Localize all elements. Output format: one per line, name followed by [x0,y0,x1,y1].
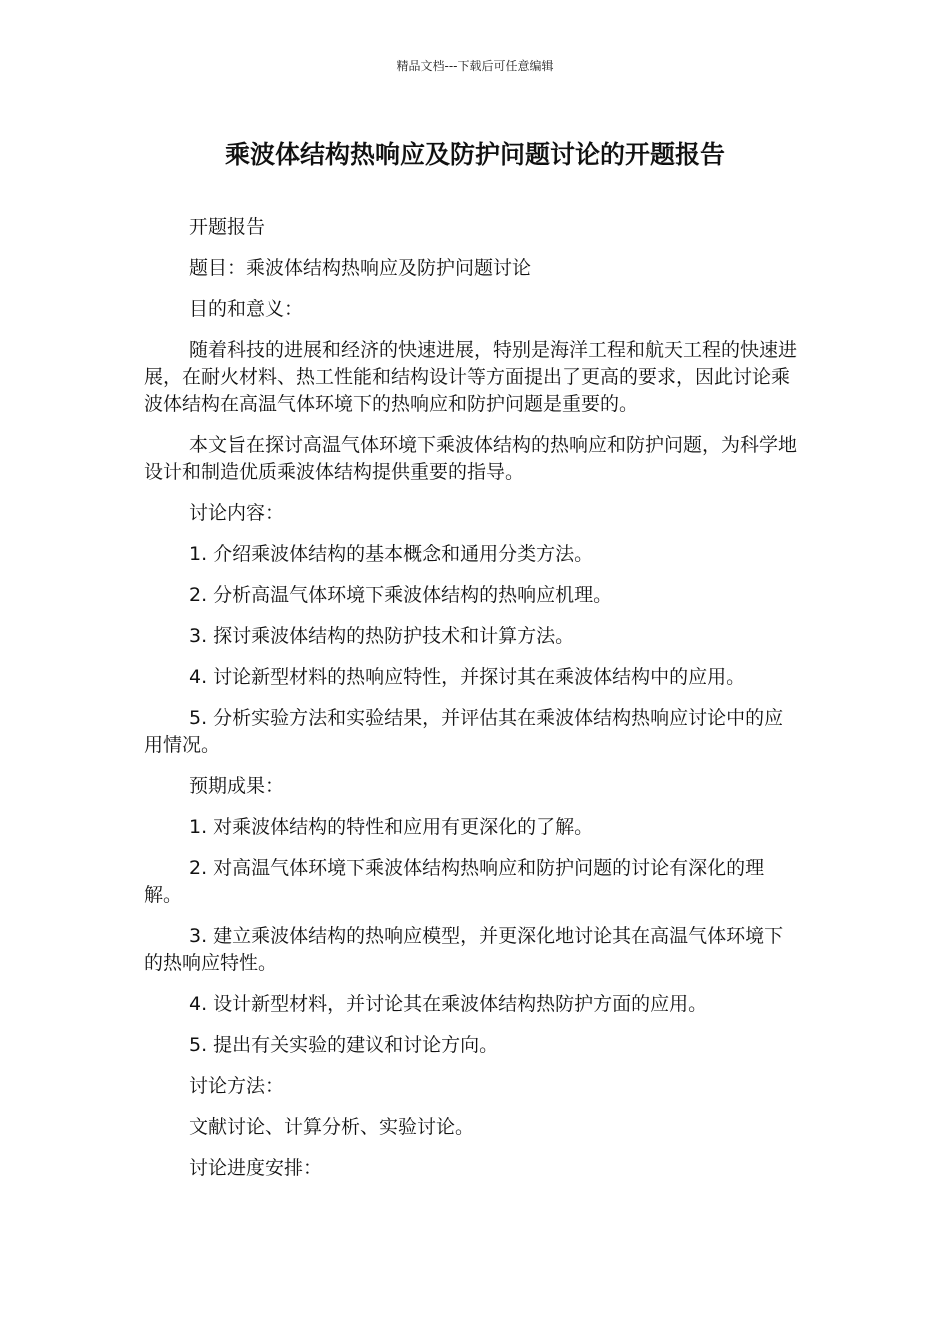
paragraph-outcome-item-1: 1. 对乘波体结构的特性和应用有更深化的了解。 [189,816,594,838]
paragraph-outcome-heading: 预期成果： [189,775,285,797]
paragraph-content-item-2: 2. 分析高温气体环境下乘波体结构的热响应机理。 [189,584,613,606]
paragraph-content-item-4: 4. 讨论新型材料的热响应特性，并探讨其在乘波体结构中的应用。 [189,666,746,688]
header-note: 精品文档---下载后可任意编辑 [396,59,554,73]
paragraph-content-item-5: 5. 分析实验方法和实验结果，并评估其在乘波体结构热响应讨论中的应用情况。 [144,707,784,756]
paragraph-schedule-heading: 讨论进度安排： [189,1157,323,1179]
document-body [144,214,798,1196]
paragraph-outcome-item-4: 4. 设计新型材料，并讨论其在乘波体结构热防护方面的应用。 [189,993,708,1015]
paragraph-purpose-2: 本文旨在探讨高温气体环境下乘波体结构的热响应和防护问题，为科学地设计和制造优质乘波体结构提供重要的指导。 [144,434,798,483]
paragraph-report-label: 开题报告 [189,216,266,238]
paragraph-method-text: 文献讨论、计算分析、实验讨论。 [189,1116,475,1138]
paragraph-content-heading: 讨论内容： [189,502,285,524]
paragraph-content-item-3: 3. 探讨乘波体结构的热防护技术和计算方法。 [189,625,575,647]
paragraph-purpose-1: 随着科技的进展和经济的快速进展，特别是海洋工程和航天工程的快速进展，在耐火材料、热工性能和结构设计等方面提出了更高的要求，因此讨论乘波体结构在高温气体环境下的热响应和防护问题是重要的。 [144,339,798,415]
paragraph-topic: 题目：乘波体结构热响应及防护问题讨论 [189,257,532,279]
paragraph-outcome-item-2: 2. 对高温气体环境下乘波体结构热响应和防护问题的讨论有深化的理解。 [144,857,765,906]
paragraph-content-item-1: 1. 介绍乘波体结构的基本概念和通用分类方法。 [189,543,594,565]
paragraph-method-heading: 讨论方法： [189,1075,285,1097]
paragraph-purpose-heading: 目的和意义： [189,298,304,320]
document-title: 乘波体结构热响应及防护问题讨论的开题报告 [224,140,725,169]
paragraph-outcome-item-5: 5. 提出有关实验的建议和讨论方向。 [189,1034,499,1056]
paragraph-outcome-item-3: 3. 建立乘波体结构的热响应模型，并更深化地讨论其在高温气体环境下的热响应特性。 [144,925,784,974]
